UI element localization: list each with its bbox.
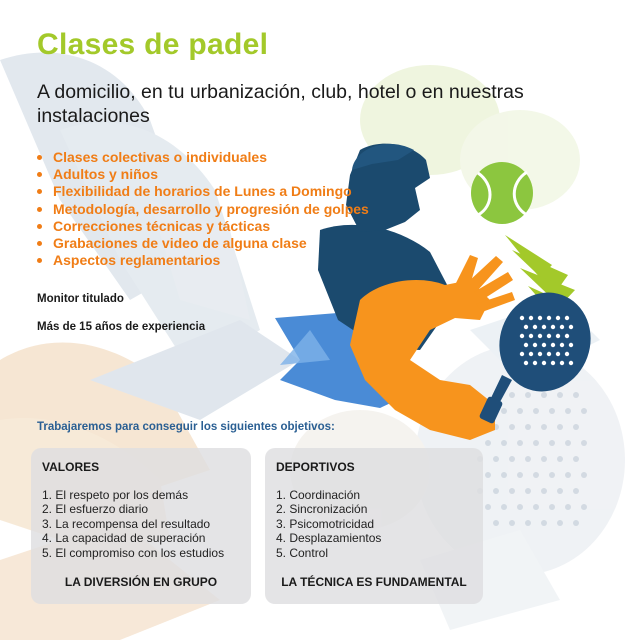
racket-hole <box>520 316 524 320</box>
feature-item: Grabaciones de video de alguna clase <box>36 235 369 252</box>
racket-hole <box>547 352 551 356</box>
faded-dot <box>485 440 491 446</box>
faded-dot <box>485 472 491 478</box>
faded-dot <box>581 504 587 510</box>
racket-hole <box>520 352 524 356</box>
tennis-ball-icon <box>471 162 533 224</box>
racket-hole <box>556 352 560 356</box>
racket-hole <box>565 334 569 338</box>
faded-dot <box>525 520 531 526</box>
deportivos-box <box>265 448 483 604</box>
faded-dot <box>573 488 579 494</box>
faded-dot <box>533 408 539 414</box>
list-item: 5. Control <box>276 545 329 560</box>
deportivos-title: DEPORTIVOS <box>276 460 355 474</box>
list-item: 1. Coordinación <box>276 488 361 502</box>
faded-dot <box>557 488 563 494</box>
list-item: 3. La recompensa del resultado <box>42 516 211 531</box>
list-item: 5. El compromiso con los estudios <box>42 545 225 560</box>
monitor-note: Monitor titulado <box>37 293 124 305</box>
faded-dot <box>541 520 547 526</box>
racket-hole <box>565 352 569 356</box>
faded-dot <box>493 456 499 462</box>
faded-dot <box>557 456 563 462</box>
page-title: Clases de padel <box>37 28 269 61</box>
list-item: 4. Desplazamientos <box>276 531 382 546</box>
racket-hole <box>538 352 542 356</box>
racket-hole <box>524 325 528 329</box>
racket-hole <box>533 343 537 347</box>
racket-hole <box>547 334 551 338</box>
racket-hole <box>538 334 542 338</box>
racket-hole <box>524 343 528 347</box>
faded-dot <box>533 472 539 478</box>
racket-hole <box>529 352 533 356</box>
valores-box <box>31 448 251 604</box>
faded-dot <box>501 472 507 478</box>
racket-hole <box>533 361 537 365</box>
deportivos-footer: LA TÉCNICA ES FUNDAMENTAL <box>281 575 467 589</box>
racket-hole <box>533 325 537 329</box>
faded-dot <box>525 488 531 494</box>
racket-hole <box>560 343 564 347</box>
faded-dot <box>573 392 579 398</box>
feature-item: Adultos y niños <box>36 166 369 183</box>
list-item: 2. Sincronización <box>276 502 368 517</box>
feature-list <box>36 149 369 269</box>
racket-hole <box>538 316 542 320</box>
valores-title: VALORES <box>42 460 100 474</box>
faded-dot <box>549 504 555 510</box>
faded-dot <box>557 424 563 430</box>
racket-hole <box>542 361 546 365</box>
racket-hole <box>547 316 551 320</box>
faded-dot <box>581 440 587 446</box>
valores-list <box>42 488 224 560</box>
racket-hole <box>520 334 524 338</box>
faded-dot <box>549 472 555 478</box>
faded-dot <box>493 520 499 526</box>
faded-dot <box>509 424 515 430</box>
faded-dot <box>557 392 563 398</box>
racket-hole <box>551 325 555 329</box>
feature-item: Clases colectivas o individuales <box>36 149 369 166</box>
racket-hole <box>529 334 533 338</box>
list-item: 2. El esfuerzo diario <box>42 502 149 517</box>
racket-hole <box>556 334 560 338</box>
faded-dot <box>573 456 579 462</box>
faded-dot <box>541 424 547 430</box>
faded-dot <box>501 440 507 446</box>
racket-hole <box>556 316 560 320</box>
racket-hole <box>569 361 573 365</box>
faded-dot <box>493 488 499 494</box>
faded-dot <box>541 456 547 462</box>
faded-dot <box>573 520 579 526</box>
faded-dot <box>509 488 515 494</box>
objectives-intro: Trabajaremos para conseguir los siguientes objetivos: <box>37 421 335 433</box>
faded-dot <box>525 392 531 398</box>
faded-dot <box>565 440 571 446</box>
racket-hole <box>542 343 546 347</box>
deportivos-list <box>276 488 381 560</box>
faded-dot <box>549 408 555 414</box>
faded-dot <box>517 472 523 478</box>
faded-dot <box>541 392 547 398</box>
experience-note: Más de 15 años de experiencia <box>37 321 206 333</box>
faded-dot <box>533 440 539 446</box>
faded-dot <box>525 456 531 462</box>
faded-dot <box>565 408 571 414</box>
faded-dot <box>525 424 531 430</box>
faded-dot <box>565 472 571 478</box>
racket-hole <box>524 361 528 365</box>
faded-dot <box>573 424 579 430</box>
page-subtitle: A domicilio, en tu urbanización, club, hotel o en nuestras instalaciones <box>37 81 524 127</box>
faded-dot <box>581 408 587 414</box>
faded-dot <box>485 504 491 510</box>
faded-dot <box>509 392 515 398</box>
faded-dot <box>565 504 571 510</box>
feature-item: Flexibilidad de horarios de Lunes a Domingo <box>36 183 369 200</box>
racket-hole <box>565 316 569 320</box>
valores-footer: LA DIVERSIÓN EN GRUPO <box>64 575 218 589</box>
feature-item: Metodología, desarrollo y progresión de golpes <box>36 201 369 218</box>
racket-hole <box>569 325 573 329</box>
list-item: 3. Psicomotricidad <box>276 516 375 531</box>
list-item: 1. El respeto por los demás <box>42 488 189 502</box>
faded-dot <box>509 456 515 462</box>
racket-hole <box>551 343 555 347</box>
faded-dot <box>509 520 515 526</box>
racket-hole <box>560 361 564 365</box>
feature-item: Aspectos reglamentarios <box>36 252 369 269</box>
faded-dot <box>541 488 547 494</box>
racket-hole <box>569 343 573 347</box>
faded-dot <box>517 440 523 446</box>
list-item: 4. La capacidad de superación <box>42 531 206 546</box>
racket-hole <box>529 316 533 320</box>
racket-hole <box>560 325 564 329</box>
faded-dot <box>549 440 555 446</box>
feature-item: Correcciones técnicas y tácticas <box>36 218 369 235</box>
faded-dot <box>501 408 507 414</box>
faded-dot <box>501 504 507 510</box>
faded-dot <box>533 504 539 510</box>
faded-dot <box>517 408 523 414</box>
faded-dot <box>581 472 587 478</box>
racket-hole <box>551 361 555 365</box>
racket-hole <box>542 325 546 329</box>
faded-dot <box>557 520 563 526</box>
faded-dot <box>517 504 523 510</box>
